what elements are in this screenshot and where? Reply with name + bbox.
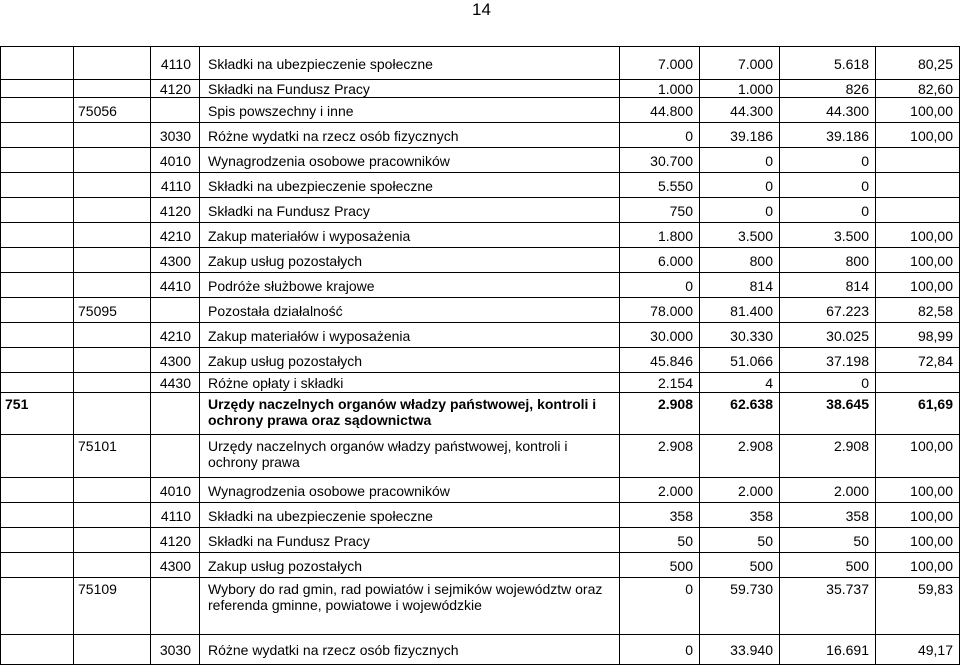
table-row	[1, 298, 960, 323]
rozdzial-cell	[74, 173, 151, 198]
paragraf-cell: 4300	[151, 248, 200, 273]
execution-cell: 3.500	[780, 223, 876, 248]
plan-after-changes-cell: 814	[700, 273, 780, 298]
percent-cell: 100,00	[876, 478, 960, 503]
plan-cell: 2.908	[620, 393, 700, 435]
execution-cell: 30.025	[780, 323, 876, 348]
rozdzial-cell	[74, 273, 151, 298]
percent-cell: 82,60	[876, 80, 960, 98]
description-cell: Zakup usług pozostałych	[200, 248, 620, 273]
rozdzial-cell	[74, 123, 151, 148]
percent-cell: 100,00	[876, 98, 960, 123]
table-row	[1, 348, 960, 373]
table-row	[1, 248, 960, 273]
percent-cell	[876, 148, 960, 173]
rozdzial-cell	[74, 323, 151, 348]
plan-cell: 5.550	[620, 173, 700, 198]
table-row	[1, 393, 960, 435]
plan-after-changes-cell: 30.330	[700, 323, 780, 348]
plan-cell: 1.800	[620, 223, 700, 248]
table-row	[1, 478, 960, 503]
plan-after-changes-cell: 358	[700, 503, 780, 528]
rozdzial-cell	[74, 148, 151, 173]
plan-cell: 1.000	[620, 80, 700, 98]
paragraf-cell	[151, 98, 200, 123]
table-row	[1, 323, 960, 348]
percent-cell: 59,83	[876, 578, 960, 635]
description-cell: Składki na ubezpieczenie społeczne	[200, 47, 620, 80]
table-body	[1, 47, 960, 665]
plan-cell: 6.000	[620, 248, 700, 273]
paragraf-cell: 4120	[151, 198, 200, 223]
paragraf-cell	[151, 393, 200, 435]
description-cell: Różne wydatki na rzecz osób fizycznych	[200, 635, 620, 665]
plan-cell: 45.846	[620, 348, 700, 373]
dzial-cell	[1, 98, 74, 123]
paragraf-cell: 4110	[151, 47, 200, 80]
execution-cell: 0	[780, 373, 876, 393]
dzial-cell	[1, 578, 74, 635]
execution-cell: 16.691	[780, 635, 876, 665]
description-cell: Składki na ubezpieczenie społeczne	[200, 503, 620, 528]
execution-cell: 0	[780, 198, 876, 223]
paragraf-cell: 4120	[151, 528, 200, 553]
rozdzial-cell	[74, 373, 151, 393]
paragraf-cell: 4210	[151, 223, 200, 248]
plan-cell: 2.154	[620, 373, 700, 393]
description-cell: Składki na Fundusz Pracy	[200, 528, 620, 553]
rozdzial-cell	[74, 80, 151, 98]
dzial-cell	[1, 80, 74, 98]
plan-cell: 2.908	[620, 435, 700, 478]
percent-cell: 49,17	[876, 635, 960, 665]
plan-after-changes-cell: 51.066	[700, 348, 780, 373]
dzial-cell	[1, 198, 74, 223]
plan-after-changes-cell: 0	[700, 173, 780, 198]
percent-cell: 98,99	[876, 323, 960, 348]
table-row	[1, 47, 960, 80]
table-row	[1, 98, 960, 123]
dzial-cell	[1, 503, 74, 528]
description-cell: Pozostała działalność	[200, 298, 620, 323]
rozdzial-cell: 75056	[74, 98, 151, 123]
plan-cell: 30.700	[620, 148, 700, 173]
dzial-cell	[1, 173, 74, 198]
table-row	[1, 198, 960, 223]
description-cell: Różne wydatki na rzecz osób fizycznych	[200, 123, 620, 148]
description-cell: Wynagrodzenia osobowe pracowników	[200, 478, 620, 503]
description-cell: Składki na Fundusz Pracy	[200, 80, 620, 98]
dzial-cell	[1, 47, 74, 80]
dzial-cell	[1, 348, 74, 373]
execution-cell: 0	[780, 148, 876, 173]
percent-cell: 82,58	[876, 298, 960, 323]
table-row	[1, 435, 960, 478]
rozdzial-cell: 75095	[74, 298, 151, 323]
table-row	[1, 173, 960, 198]
percent-cell	[876, 373, 960, 393]
rozdzial-cell	[74, 47, 151, 80]
plan-after-changes-cell: 0	[700, 148, 780, 173]
plan-after-changes-cell: 62.638	[700, 393, 780, 435]
plan-after-changes-cell: 2.000	[700, 478, 780, 503]
plan-after-changes-cell: 50	[700, 528, 780, 553]
description-cell: Zakup usług pozostałych	[200, 348, 620, 373]
percent-cell	[876, 198, 960, 223]
plan-cell: 0	[620, 578, 700, 635]
execution-cell: 38.645	[780, 393, 876, 435]
table-row	[1, 553, 960, 578]
paragraf-cell	[151, 298, 200, 323]
rozdzial-cell: 75109	[74, 578, 151, 635]
plan-cell: 358	[620, 503, 700, 528]
dzial-cell	[1, 478, 74, 503]
description-cell: Składki na Fundusz Pracy	[200, 198, 620, 223]
dzial-cell	[1, 223, 74, 248]
plan-after-changes-cell: 2.908	[700, 435, 780, 478]
dzial-cell	[1, 435, 74, 478]
dzial-cell	[1, 373, 74, 393]
table-row	[1, 80, 960, 98]
execution-cell: 826	[780, 80, 876, 98]
dzial-cell	[1, 148, 74, 173]
plan-after-changes-cell: 1.000	[700, 80, 780, 98]
table-row	[1, 503, 960, 528]
description-cell: Zakup usług pozostałych	[200, 553, 620, 578]
percent-cell: 100,00	[876, 528, 960, 553]
plan-cell: 7.000	[620, 47, 700, 80]
plan-cell: 0	[620, 273, 700, 298]
rozdzial-cell	[74, 503, 151, 528]
dzial-cell	[1, 635, 74, 665]
page-number: 14	[472, 0, 491, 19]
plan-cell: 2.000	[620, 478, 700, 503]
execution-cell: 37.198	[780, 348, 876, 373]
description-cell: Podróże służbowe krajowe	[200, 273, 620, 298]
paragraf-cell: 4120	[151, 80, 200, 98]
table-row	[1, 223, 960, 248]
dzial-cell	[1, 123, 74, 148]
plan-cell: 44.800	[620, 98, 700, 123]
rozdzial-cell	[74, 528, 151, 553]
plan-after-changes-cell: 4	[700, 373, 780, 393]
table-row	[1, 635, 960, 665]
paragraf-cell: 4300	[151, 553, 200, 578]
paragraf-cell: 4210	[151, 323, 200, 348]
plan-cell: 0	[620, 635, 700, 665]
execution-cell: 358	[780, 503, 876, 528]
paragraf-cell: 3030	[151, 635, 200, 665]
plan-after-changes-cell: 800	[700, 248, 780, 273]
description-cell: Urzędy naczelnych organów władzy państwowej, kontroli i ochrony prawa	[200, 435, 620, 478]
dzial-cell	[1, 553, 74, 578]
table-row	[1, 578, 960, 635]
plan-cell: 78.000	[620, 298, 700, 323]
execution-cell: 500	[780, 553, 876, 578]
percent-cell	[876, 173, 960, 198]
percent-cell: 72,84	[876, 348, 960, 373]
table-row	[1, 148, 960, 173]
table-row	[1, 528, 960, 553]
execution-cell: 2.908	[780, 435, 876, 478]
paragraf-cell: 4010	[151, 148, 200, 173]
percent-cell: 100,00	[876, 223, 960, 248]
description-cell: Wynagrodzenia osobowe pracowników	[200, 148, 620, 173]
rozdzial-cell	[74, 553, 151, 578]
budget-table	[0, 46, 960, 665]
plan-after-changes-cell: 7.000	[700, 47, 780, 80]
rozdzial-cell: 75101	[74, 435, 151, 478]
percent-cell: 100,00	[876, 553, 960, 578]
execution-cell: 800	[780, 248, 876, 273]
execution-cell: 2.000	[780, 478, 876, 503]
dzial-cell	[1, 528, 74, 553]
rozdzial-cell	[74, 198, 151, 223]
percent-cell: 100,00	[876, 503, 960, 528]
dzial-cell: 751	[1, 393, 74, 435]
description-cell: Wybory do rad gmin, rad powiatów i sejmików województw oraz referenda gminne, powiatowe i wojewódzkie	[200, 578, 620, 635]
plan-after-changes-cell: 33.940	[700, 635, 780, 665]
rozdzial-cell	[74, 393, 151, 435]
plan-cell: 500	[620, 553, 700, 578]
plan-after-changes-cell: 0	[700, 198, 780, 223]
description-cell: Zakup materiałów i wyposażenia	[200, 223, 620, 248]
rozdzial-cell	[74, 223, 151, 248]
execution-cell: 814	[780, 273, 876, 298]
description-cell: Składki na ubezpieczenie społeczne	[200, 173, 620, 198]
plan-cell: 30.000	[620, 323, 700, 348]
percent-cell: 100,00	[876, 273, 960, 298]
execution-cell: 35.737	[780, 578, 876, 635]
execution-cell: 44.300	[780, 98, 876, 123]
plan-after-changes-cell: 39.186	[700, 123, 780, 148]
description-cell: Urzędy naczelnych organów władzy państwowej, kontroli i ochrony prawa oraz sądownictwa	[200, 393, 620, 435]
percent-cell: 100,00	[876, 248, 960, 273]
paragraf-cell: 3030	[151, 123, 200, 148]
percent-cell: 100,00	[876, 123, 960, 148]
paragraf-cell: 4410	[151, 273, 200, 298]
paragraf-cell: 4110	[151, 503, 200, 528]
paragraf-cell: 4430	[151, 373, 200, 393]
plan-cell: 50	[620, 528, 700, 553]
table-row	[1, 123, 960, 148]
table-row	[1, 273, 960, 298]
plan-after-changes-cell: 3.500	[700, 223, 780, 248]
rozdzial-cell	[74, 248, 151, 273]
percent-cell: 61,69	[876, 393, 960, 435]
percent-cell: 100,00	[876, 435, 960, 478]
table-row	[1, 373, 960, 393]
plan-cell: 0	[620, 123, 700, 148]
execution-cell: 39.186	[780, 123, 876, 148]
description-cell: Spis powszechny i inne	[200, 98, 620, 123]
rozdzial-cell	[74, 635, 151, 665]
execution-cell: 5.618	[780, 47, 876, 80]
description-cell: Różne opłaty i składki	[200, 373, 620, 393]
paragraf-cell	[151, 435, 200, 478]
paragraf-cell	[151, 578, 200, 635]
percent-cell: 80,25	[876, 47, 960, 80]
paragraf-cell: 4010	[151, 478, 200, 503]
execution-cell: 50	[780, 528, 876, 553]
plan-after-changes-cell: 44.300	[700, 98, 780, 123]
rozdzial-cell	[74, 478, 151, 503]
execution-cell: 67.223	[780, 298, 876, 323]
plan-after-changes-cell: 81.400	[700, 298, 780, 323]
paragraf-cell: 4110	[151, 173, 200, 198]
dzial-cell	[1, 273, 74, 298]
plan-cell: 750	[620, 198, 700, 223]
dzial-cell	[1, 248, 74, 273]
plan-after-changes-cell: 500	[700, 553, 780, 578]
dzial-cell	[1, 323, 74, 348]
plan-after-changes-cell: 59.730	[700, 578, 780, 635]
description-cell: Zakup materiałów i wyposażenia	[200, 323, 620, 348]
execution-cell: 0	[780, 173, 876, 198]
paragraf-cell: 4300	[151, 348, 200, 373]
rozdzial-cell	[74, 348, 151, 373]
dzial-cell	[1, 298, 74, 323]
